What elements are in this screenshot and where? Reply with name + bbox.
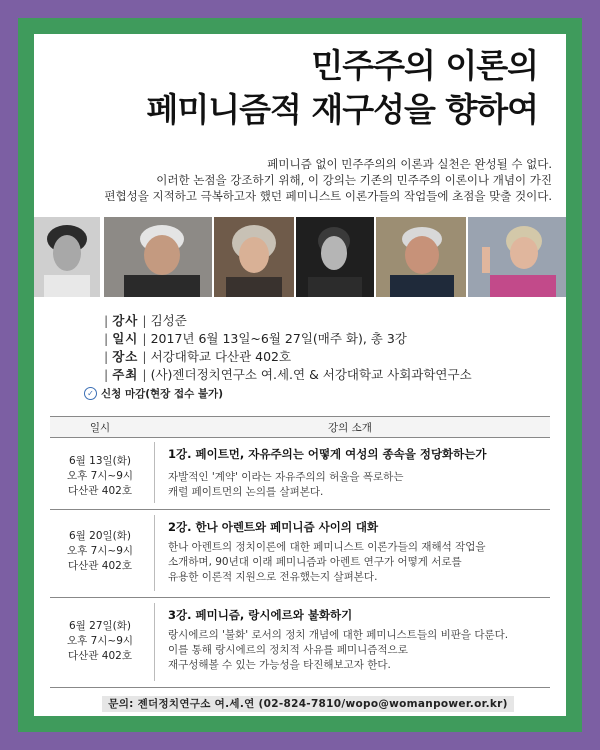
registration-notice: [84, 386, 223, 401]
schedule-date: 6월 20일(화) 오후 7시~9시 다산관 402호: [66, 530, 134, 572]
lecture-title: 1강. 페이트먼, 자유주의는 어떻게 여성의 종속을 정당화하는가: [168, 447, 487, 461]
portrait-photo-6: [468, 217, 566, 297]
event-info: [104, 312, 472, 384]
schedule-header: [50, 416, 550, 438]
schedule-date: 6월 27일(화) 오후 7시~9시 다산관 402호: [66, 620, 134, 662]
info-row-host: | 주최 | (사)젠더정치연구소 여.세.연 & 서강대학교 사회과학연구소: [104, 367, 472, 382]
title-line-2: 페미니즘적 재구성을 향하여: [146, 90, 538, 129]
portrait-photo-3: [214, 217, 294, 297]
portrait-photo-1: [34, 217, 100, 297]
notice-text: 신청 마감(현장 접수 불가): [101, 388, 223, 400]
portrait-photo-5: [376, 217, 466, 297]
intro-line-3: 편협성을 지적하고 극복하고자 했던 페미니스트 이론가들의 작업들에 초점을 맞출 것이다.: [104, 189, 552, 203]
info-key: 강사: [112, 313, 139, 328]
schedule-row: [50, 436, 550, 510]
lecture-desc: 자발적인 '계약' 이라는 자유주의의 허울을 폭로하는 캐럴 페이트먼의 논의를 살펴본다.: [168, 471, 404, 498]
check-circle-icon: ✓: [84, 387, 97, 400]
contact-footer: 문의: 젠더정치연구소 여.세.연 (02-824-7810/wopo@womanpower.or.kr): [102, 696, 514, 712]
info-value: 서강대학교 다산관 402호: [150, 349, 292, 364]
intro-text: [42, 156, 552, 204]
lecture-title: 3강. 페미니즘, 랑시에르와 불화하기: [168, 608, 353, 622]
schedule-col-date: 일시: [89, 422, 111, 434]
lecture-desc: 랑시에르의 '불화' 로서의 정치 개념에 대한 페미니스트들의 비판을 다룬다. 이를 통해 랑시에르의 정치적 사유를 페미니즘적으로 재구성해볼 수 있는 가능성을 타진해보고자 한다.: [168, 629, 509, 671]
intro-line-1: 페미니즘 없이 민주주의의 이론과 실천은 완성될 수 없다.: [267, 157, 552, 171]
portrait-photo-4: [296, 217, 374, 297]
info-value: 김성준: [150, 313, 187, 328]
info-row-place: | 장소 | 서강대학교 다산관 402호: [104, 349, 292, 364]
info-row-date: | 일시 | 2017년 6월 13일~6월 27일(매주 화), 총 3강: [104, 331, 407, 346]
poster-title: [146, 44, 538, 132]
intro-line-2: 이러한 논점을 강조하기 위해, 이 강의는 기존의 민주주의 이론이나 개념이 가진: [156, 173, 552, 187]
theorist-photo-strip: [34, 217, 566, 297]
info-value: 2017년 6월 13일~6월 27일(매주 화), 총 3강: [150, 331, 407, 346]
info-row-lecturer: | 강사 | 김성준: [104, 313, 187, 328]
lecture-desc: 한나 아렌트의 정치이론에 대한 페미니스트 이론가들의 재해석 작업을 소개하며, 90년대 이래 페미니즘과 아렌트 연구가 어떻게 서로를 유용한 이론적 지원으로 전유했는지 살펴본다.: [168, 541, 486, 583]
poster: [34, 34, 566, 716]
info-key: 장소: [112, 349, 139, 364]
schedule-row: [50, 509, 550, 598]
info-key: 주최: [112, 367, 139, 382]
portrait-photo-2: [104, 217, 212, 297]
info-value: (사)젠더정치연구소 여.세.연 & 서강대학교 사회과학연구소: [150, 367, 472, 382]
schedule-date: 6월 13일(화) 오후 7시~9시 다산관 402호: [66, 455, 134, 497]
schedule-row: [50, 597, 550, 688]
info-key: 일시: [112, 331, 139, 346]
schedule-col-lecture: 강의 소개: [328, 422, 372, 434]
lecture-title: 2강. 한나 아렌트와 페미니즘 사이의 대화: [168, 520, 379, 534]
title-line-1: 민주주의 이론의: [311, 46, 538, 85]
